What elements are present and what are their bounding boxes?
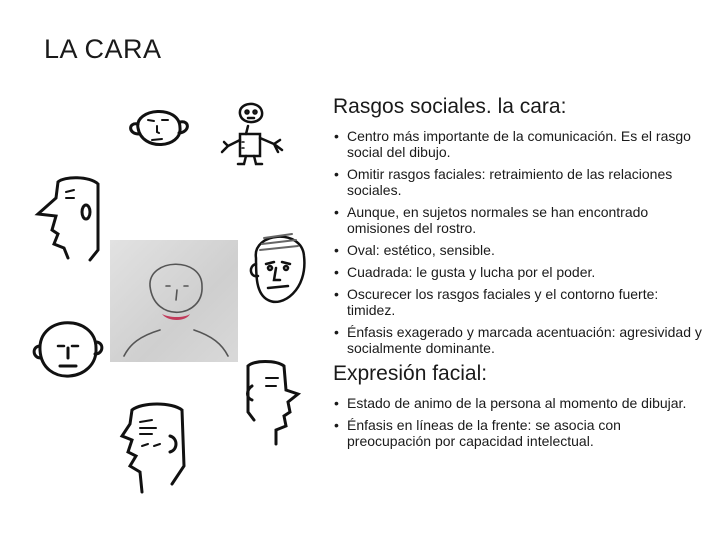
list-item: • Centro más importante de la comunicación. Es el rasgo social del dibujo. [333, 128, 703, 160]
bullet-list-rasgos-sociales [333, 128, 703, 362]
slide-title: LA CARA [44, 34, 162, 64]
list-item: • Omitir rasgos faciales: retraimiento de las relaciones sociales. [333, 166, 703, 198]
section-heading-expresion-facial: Expresión facial: [333, 362, 488, 385]
face-drawing-profile-long-nose [28, 172, 108, 268]
list-item: • Oscurecer los rasgos faciales y el contorno fuerte: timidez. [333, 286, 703, 318]
photo-face-sketch [110, 240, 238, 362]
face-drawing-round-ears [118, 98, 198, 158]
face-drawing-shaded-hair [246, 224, 314, 310]
list-item: • Estado de animo de la persona al momento de dibujar. [333, 395, 703, 411]
section-heading-rasgos-sociales: Rasgos sociales. la cara: [333, 95, 567, 118]
bullet-list-expresion-facial [333, 395, 703, 455]
face-drawing-bald-oval [30, 308, 106, 390]
list-item: • Cuadrada: le gusta y lucha por el poder. [333, 264, 703, 280]
face-drawing-profile-right [236, 356, 302, 450]
list-item: • Énfasis en líneas de la frente: se asocia con preocupación por capacidad intelectual. [333, 417, 703, 449]
list-item: • Aunque, en sujetos normales se han encontrado omisiones del rostro. [333, 204, 703, 236]
stick-figure-drawing [218, 96, 290, 168]
list-item: • Énfasis exagerado y marcada acentuación: agresividad y socialmente dominante. [333, 324, 703, 356]
list-item: • Oval: estético, sensible. [333, 242, 703, 258]
face-drawing-profile-large [112, 396, 196, 500]
